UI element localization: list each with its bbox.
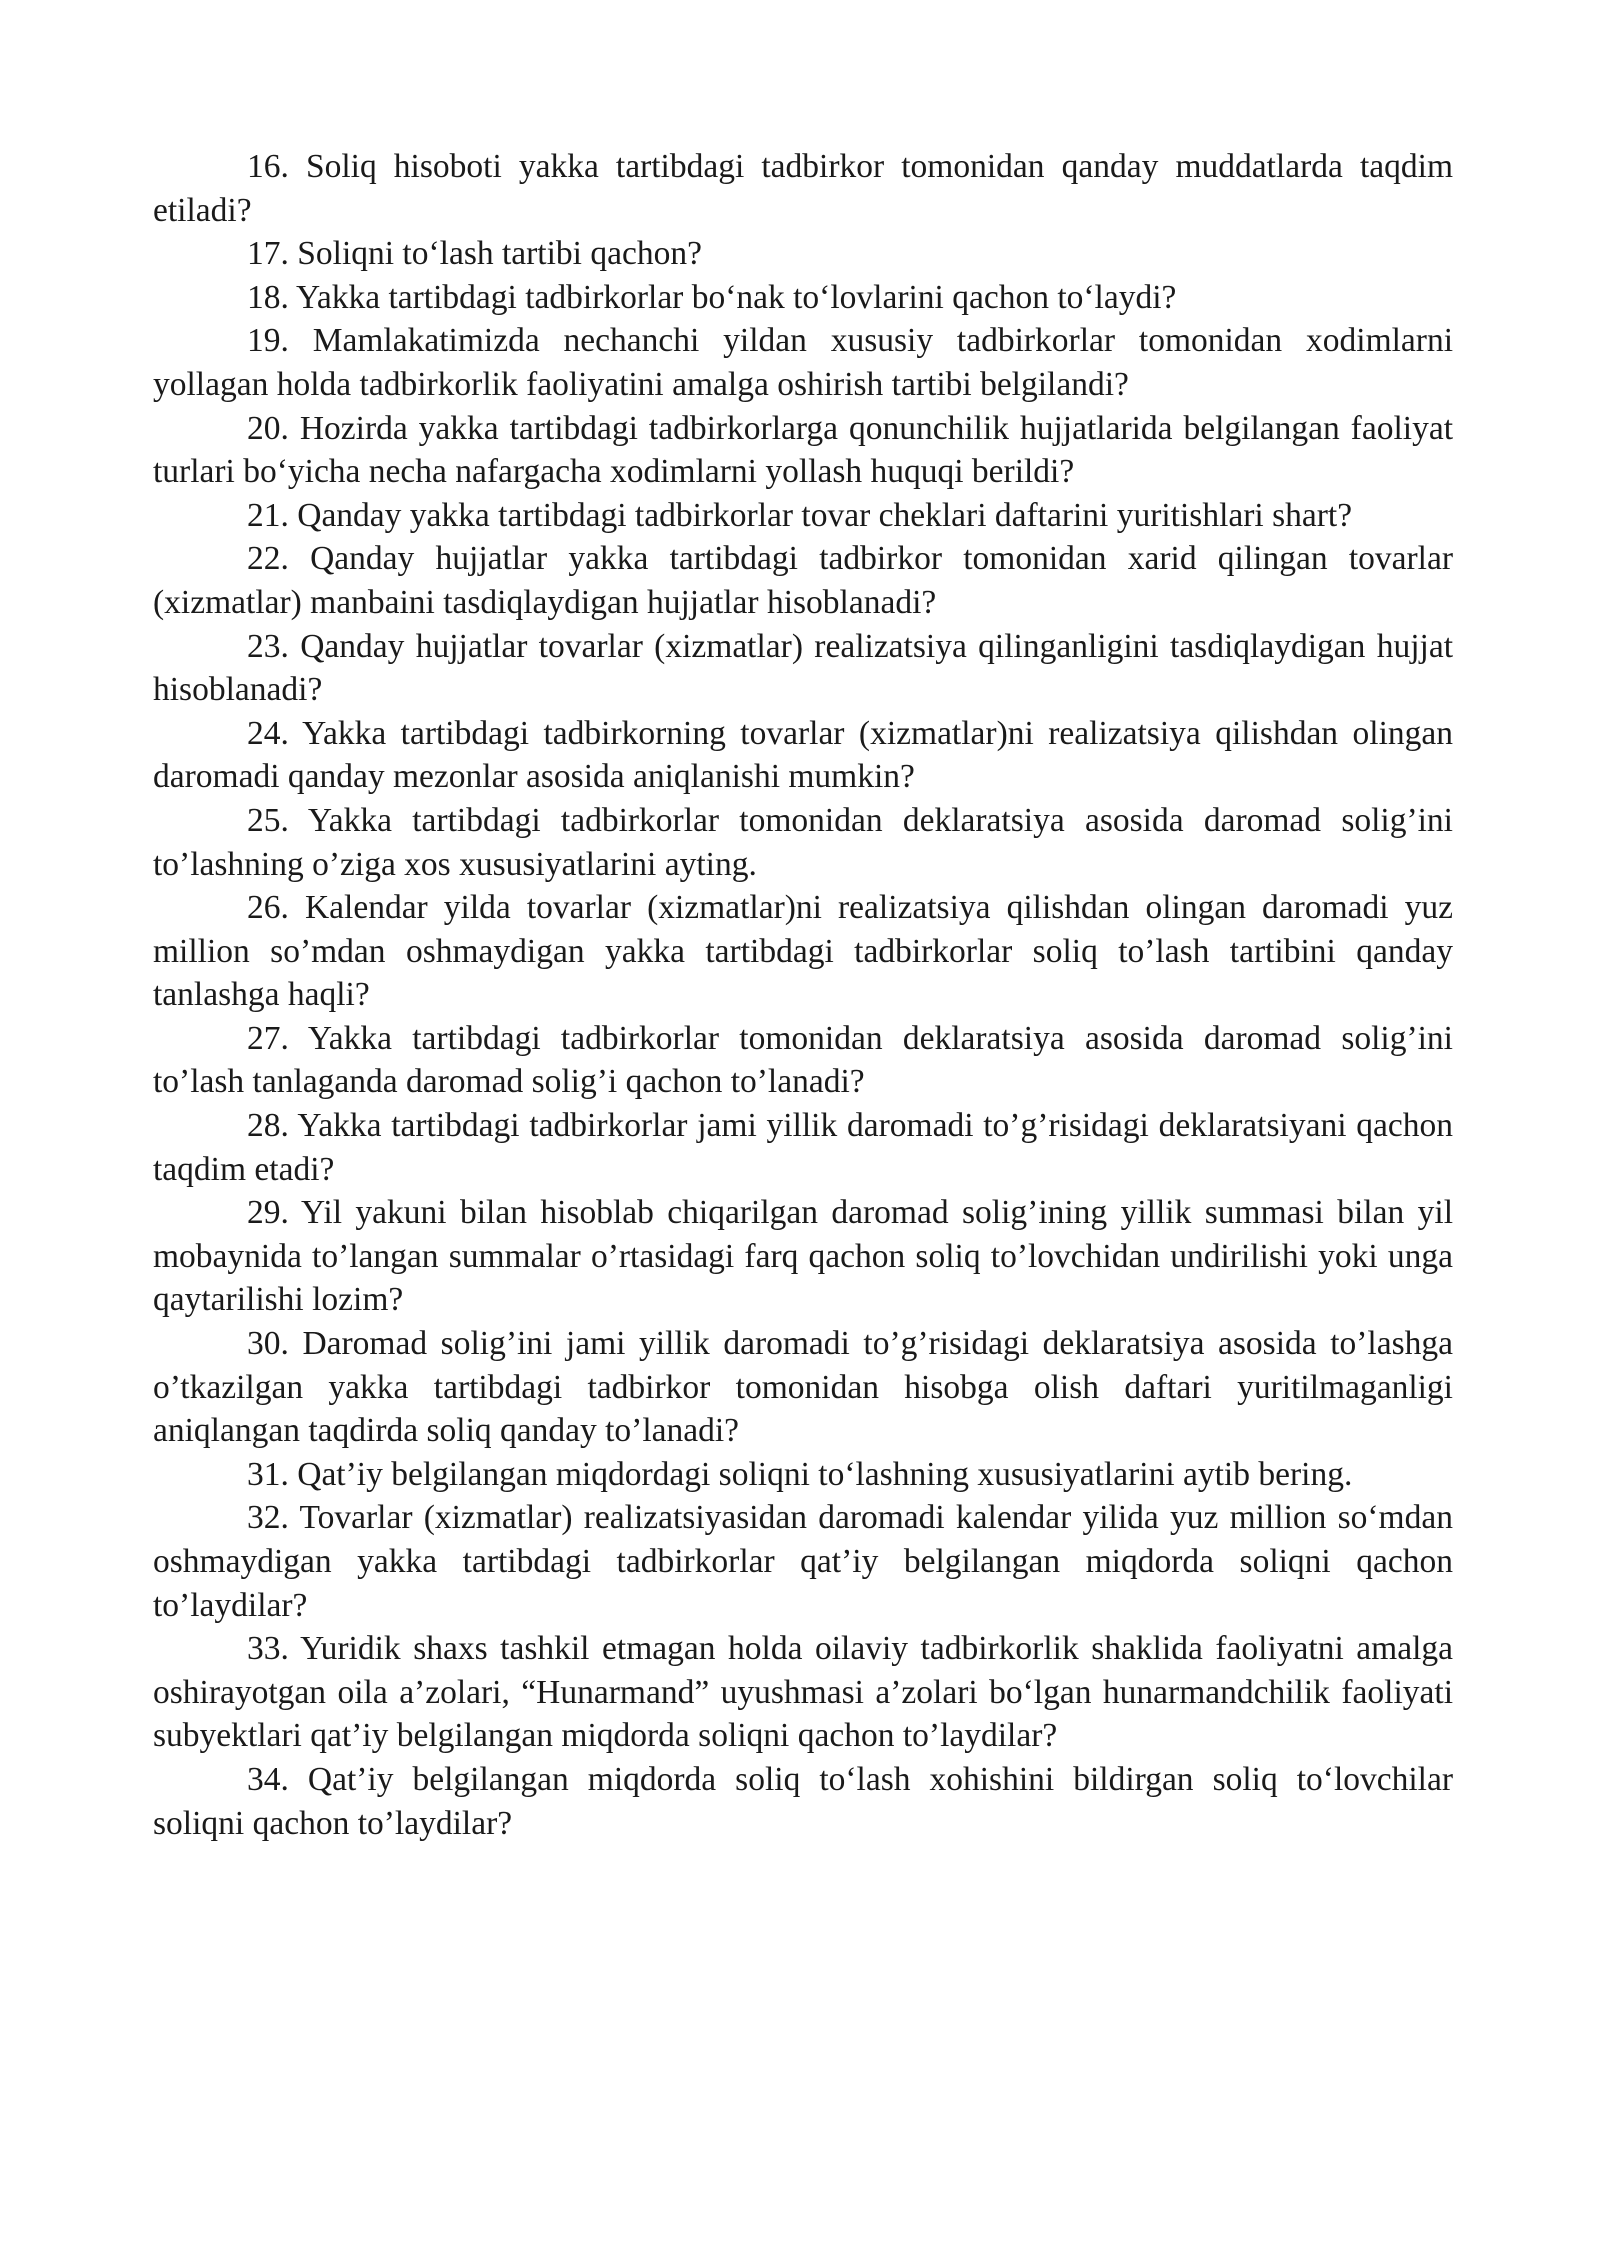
question-item: [153, 1017, 1453, 1104]
question-number: 20.: [247, 409, 289, 447]
question-number: 19.: [247, 322, 289, 360]
question-number: 28.: [247, 1107, 289, 1145]
document-page: [153, 145, 1453, 1845]
question-text: Yakka tartibdagi tadbirkorlar tomonidan deklaratsiya asosida daromad solig’ini to’lashning o’ziga xos xususiyatlarini ayting.: [153, 801, 1453, 883]
question-number: 17.: [247, 235, 289, 273]
question-item: [153, 799, 1453, 886]
question-number: 29.: [247, 1194, 289, 1232]
question-text: Yil yakuni bilan hisoblab chiqarilgan daromad solig’ining yillik summasi bilan yil mobaynida to’langan summalar o’rtasidagi farq qachon soliq to’lovchidan undirilishi yoki unga qaytarilishi lozim?: [153, 1194, 1453, 1319]
question-item: [153, 276, 1453, 320]
question-number: 27.: [247, 1019, 289, 1057]
question-text: Yakka tartibdagi tadbirkorlar tomonidan deklaratsiya asosida daromad solig’ini to’lash tanlaganda daromad solig’i qachon to’lanadi?: [153, 1019, 1453, 1101]
question-number: 16.: [247, 148, 289, 185]
question-text: Qanday yakka tartibdagi tadbirkorlar tovar cheklari daftarini yuritishlari shart?: [297, 496, 1353, 534]
question-item: [153, 712, 1453, 799]
question-item: [153, 1191, 1453, 1322]
question-text: Mamlakatimizda nechanchi yildan xususiy tadbirkorlar tomonidan xodimlarni yollagan holda tadbirkorlik faoliyatini amalga oshirish tartibi belgilandi?: [153, 322, 1454, 403]
question-item: [153, 1758, 1453, 1845]
question-number: 33.: [247, 1630, 289, 1668]
question-text: Soliq hisoboti yakka tartibdagi tadbirkor tomonidan qanday muddatlarda taqdim etiladi?: [153, 148, 1454, 229]
question-number: 21.: [247, 496, 289, 534]
question-number: 31.: [247, 1455, 289, 1493]
question-number: 30.: [247, 1325, 289, 1363]
question-text: Qanday hujjatlar yakka tartibdagi tadbirkor tomonidan xarid qilingan tovarlar (xizmatlar) manbaini tasdiqlaydigan hujjatlar hisoblanadi?: [153, 540, 1453, 621]
question-text: Qanday hujjatlar tovarlar (xizmatlar) realizatsiya qilinganligini tasdiqlaydigan hujjat hisoblanadi?: [153, 627, 1454, 709]
question-number: 24.: [247, 714, 289, 752]
question-number: 32.: [247, 1499, 289, 1537]
question-text: Tovarlar (xizmatlar) realizatsiyasidan daromadi kalendar yilida yuz million so‘mdan oshmaydigan yakka tartibdagi tadbirkorlar qat’iy belgilangan miqdorda soliqni qachon to’laydilar?: [153, 1499, 1453, 1624]
question-number: 25.: [247, 801, 289, 839]
question-text: Kalendar yilda tovarlar (xizmatlar)ni realizatsiya qilishdan olingan daromadi yuz million so’mdan oshmaydigan yakka tartibdagi tadbirkorlar soliq to’lash tartibini qanday tanlashga haqli?: [153, 889, 1453, 1014]
question-text: Qat’iy belgilangan miqdordagi soliqni to‘lashning xususiyatlarini aytib bering.: [297, 1455, 1353, 1493]
question-item: [153, 537, 1453, 624]
question-number: 18.: [247, 278, 289, 316]
question-number: 23.: [247, 627, 289, 665]
question-list: [153, 145, 1453, 1845]
question-item: [153, 1322, 1453, 1453]
question-text: Yakka tartibdagi tadbirkorning tovarlar (xizmatlar)ni realizatsiya qilishdan olingan daromadi qanday mezonlar asosida aniqlanishi mumkin?: [153, 714, 1454, 796]
question-item: [153, 407, 1453, 494]
question-text: Yuridik shaxs tashkil etmagan holda oilaviy tadbirkorlik shaklida faoliyatni amalga oshirayotgan oila a’zolari, “Hunarmand” uyushmasi a’zolari bo‘lgan hunarmandchilik faoliyati subyektlari qat’iy belgilangan miqdorda soliqni qachon to’laydilar?: [153, 1630, 1453, 1755]
question-number: 22.: [247, 540, 289, 578]
question-text: Yakka tartibdagi tadbirkorlar bo‘nak to‘lovlarini qachon to‘laydi?: [296, 278, 1177, 316]
question-text: Yakka tartibdagi tadbirkorlar jami yillik daromadi to’g’risidagi deklaratsiyani qachon taqdim etadi?: [153, 1107, 1453, 1188]
question-text: Qat’iy belgilangan miqdorda soliq to‘lash xohishini bildirgan soliq to‘lovchilar soliqni qachon to’laydilar?: [153, 1760, 1454, 1842]
question-item: [153, 1453, 1453, 1497]
question-text: Hozirda yakka tartibdagi tadbirkorlarga qonunchilik hujjatlarida belgilangan faoliyat turlari bo‘yicha necha nafargacha xodimlarni yollash huquqi berildi?: [153, 409, 1453, 491]
question-item: [153, 625, 1453, 712]
question-item: [153, 145, 1453, 232]
question-item: [153, 494, 1453, 538]
question-item: [153, 886, 1453, 1017]
question-item: [153, 319, 1453, 406]
question-item: [153, 1627, 1453, 1758]
question-item: [153, 1496, 1453, 1627]
question-number: 34.: [247, 1760, 289, 1798]
question-text: Daromad solig’ini jami yillik daromadi to’g’risidagi deklaratsiya asosida to’lashga o’tkazilgan yakka tartibdagi tadbirkor tomonidan hisobga olish daftari yuritilmaganligi aniqlangan taqdirda soliq qanday to’lanadi?: [153, 1325, 1454, 1450]
question-number: 26.: [247, 889, 289, 927]
question-item: [153, 232, 1453, 276]
question-item: [153, 1104, 1453, 1191]
question-text: Soliqni to‘lash tartibi qachon?: [297, 235, 702, 273]
